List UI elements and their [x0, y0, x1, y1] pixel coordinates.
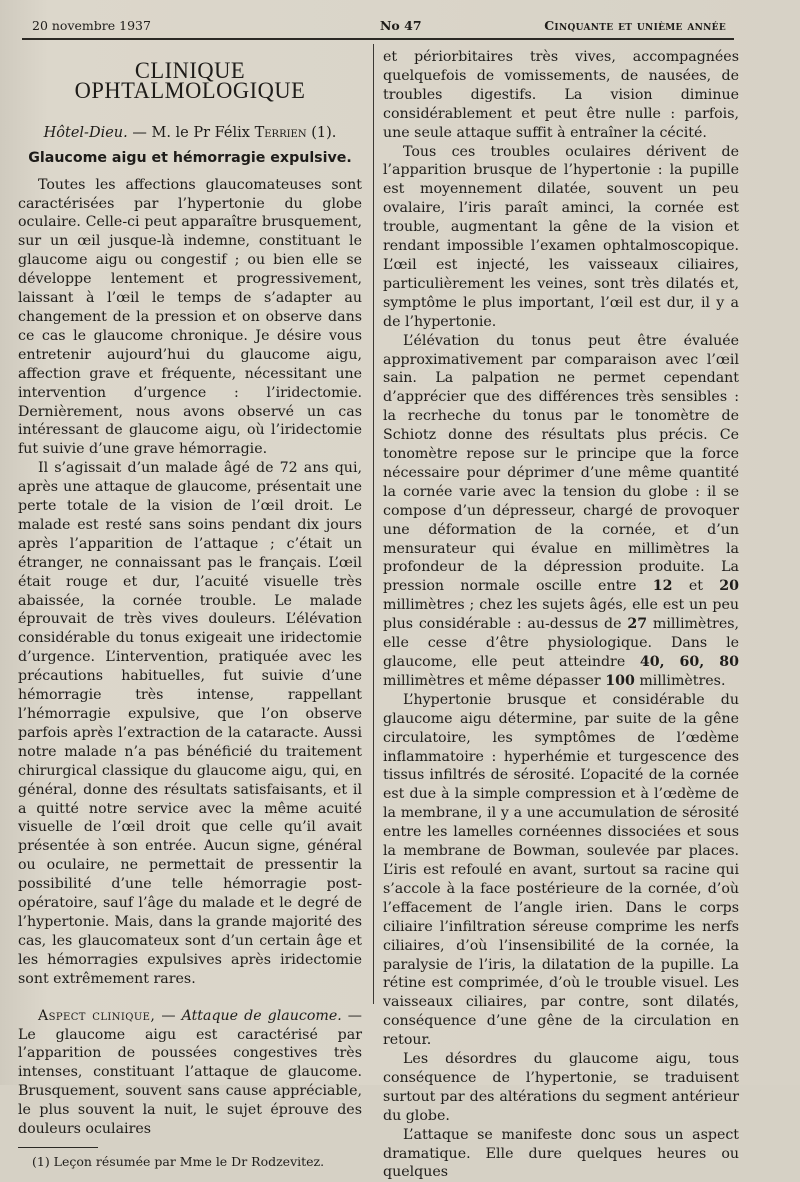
section-text: — Le glaucome aigu est caractérisé par l’apparition de poussées congestives très intenses, constituant l’attaque de glaucome. Brusquement, souvent sans cause appréciable, le plus souvent la nuit, le sujet éprouve des douleurs oculaires	[18, 1007, 362, 1138]
paragraph: L’attaque se manifeste donc sous un aspect dramatique. Elle dure quelques heures ou quelques	[383, 1126, 739, 1181]
page-header	[32, 18, 726, 36]
text-run: et	[672, 578, 720, 595]
author-name: Terrien	[254, 124, 307, 141]
text-run: L’élévation du tonus peut être évaluée approximativement par comparaison avec l’œil sain. La palpation ne permet cependant d’apprécier que des différences très sensibles : la recrheche du tonus par le tonomètre de Schiotz donne des résultats plus précis. Ce tonomètre repose sur le principe que la force nécessaire pour déprimer d’une même quantité la cornée varie avec la tension du globe : il se compose d’un dépresseur, chargé de provoquer une déformation de la cornée, et d’un mensurateur qui évalue en millimètres la profondeur de la dépression produite. La pression normale oscille entre	[383, 332, 739, 595]
paragraph: Tous ces troubles oculaires dérivent de l’apparition brusque de l’hypertonie : la pupille est moyennement dilatée, souvent un peu ovalaire, l’iris paraît aminci, la cornée est trouble, augmentant la gêne de la vision et rendant impossible l’examen ophtalmoscopique. L’œil est injecté, les vaisseaux ciliaires, particulièrement les veines, sont très dilatés et, symptôme le plus important, l’œil est dur, il y a de l’hypertonie.	[383, 143, 739, 330]
text-run: millimètres, elle cesse d’être physiologique. Dans le glaucome, elle peut atteindre	[383, 616, 739, 670]
number: 100	[605, 672, 635, 689]
article-title: CLINIQUE OPHTALMOLOGIQUE	[74, 56, 306, 103]
paragraph: L’hypertonie brusque et considérable du glaucome aigu détermine, par suite de la gêne circulatoire, les symptômes de l’œdème inflammatoire : hyperhémie et turgescence des tissus infiltrés de sérosité. L’opacité de la cornée est due à la simple compression et à l’œdème de la membrane, il y a une accumulation de sérosité entre les lamelles cornéennes dissociées et sous la membrane de Bowman, soulevée par places. L’iris est refoulé en avant, surtout sa racine qui s’accole à la face postérieure de la cornée, d’où l’effacement de l’angle irien. Dans le corps ciliaire l’infiltration séreuse comprime les nerfs ciliaires, d’où l’insensibilité de la cornée, la paralysie de l’iris, la dilatation de la pupille. La rétine est comprimée, d’où le trouble visuel. Les vaisseaux ciliaires, par contre, sont dilatés, conséquence d’une gêne de la circulation en retour.	[383, 691, 739, 1049]
column-divider	[373, 44, 374, 1004]
author-prefix: — M. le Pr Félix	[127, 124, 255, 141]
paragraph: Toutes les affections glaucomateuses sont caractérisées par l’hypertonie du globe oculaire. Celle-ci peut apparaître brusquement, sur un œil jusque-là indemne, constituant le glaucome aigu ou congestif ; ou bien elle se développe lentement et progressivement, laissant à l’œil le temps de s’adapter au changement de la pression et on observe dans ce cas le glaucome chronique. Je désire vous entretenir aujourd’hui du glaucome aigu, affection grave et fréquente, nécessitant une intervention d’urgence : l’iridectomie. Dernièrement, nous avons observé un cas intéressant de glaucome aigu, où l’iridectomie fut suivie d’une grave hémorragie.	[18, 176, 362, 458]
number: 27	[627, 616, 648, 633]
number: 20	[719, 578, 739, 595]
header-rule	[22, 38, 734, 40]
issue-number: No 47	[380, 18, 422, 33]
paragraph: Les désordres du glaucome aigu, tous conséquence de l’hypertonie, se traduisent surtout par des altérations du segment antérieur du globe.	[383, 1051, 739, 1124]
section-dash: —	[155, 1007, 182, 1024]
section-title: Attaque de glaucome.	[181, 1007, 342, 1024]
paragraph: et périorbitaires très vives, accompagnées quelquefois de vomissements, de nausées, de troubles digestifs. La vision diminue considérablement et peut être nulle : parfois, une seule attaque suffit à entraîner la cécité.	[383, 49, 739, 141]
text-run: millimètres et même dépasser	[383, 672, 606, 689]
right-column	[383, 48, 739, 1182]
number: 12	[652, 578, 673, 595]
byline	[18, 124, 362, 143]
institution: Hôtel-Dieu.	[43, 124, 128, 141]
article-subtitle: Glaucome aigu et hémorragie expulsive.	[28, 149, 352, 166]
text-run: millimètres ; chez les sujets âgés, elle est un peu plus considérable : au-dessus de	[383, 597, 739, 633]
issue-date: 20 novembre 1937	[32, 18, 151, 33]
author-footnote-ref: (1).	[306, 124, 337, 141]
paragraph	[383, 332, 739, 691]
left-column	[18, 56, 362, 1170]
section-label: Aspect clinique,	[38, 1007, 156, 1024]
number: 40, 60, 80	[639, 654, 739, 670]
footnote-rule	[18, 1147, 98, 1148]
section-paragraph	[18, 1007, 362, 1139]
volume-year: Cinquante et unième année	[544, 18, 726, 33]
text-run: millimètres.	[634, 672, 726, 689]
paragraph: Il s’agissait d’un malade âgé de 72 ans qui, après une attaque de glaucome, présentait une perte totale de la vision de l’œil droit. Le malade est resté sans soins pendant dix jours après l’apparition de l’attaque ; c’était un étranger, ne connaissant pas le français. L’œil était rouge et dur, l’acuité visuelle très abaissée, la cornée trouble. Le malade éprouvait de très vives douleurs. L’élévation considérable du tonus exigeait une iridectomie d’urgence. L’intervention, pratiquée avec les précautions habituelles, fut suivie d’une hémorragie très intense, rappellant l’hémorragie expulsive, que l’on observe parfois après l’extraction de la cataracte. Aussi notre malade n’a pas bénéficié du traitement chirurgical classique du glaucome aigu, qui, en général, donne des résultats satisfaisants, et il a quitté notre service avec la même acuité visuelle de l’œil droit que celle qu’il avait présentée à son entrée. Aucun signe, général ou oculaire, ne permettait de pressentir la possibilité d’une telle hémorragie post-opératoire, sauf l’âge du malade et le degré de l’hypertonie. Mais, dans la grande majorité des cas, les glaucomateux sont d’un certain âge et les hémorragies expulsives après iridectomie sont extrêmement rares.	[18, 460, 362, 987]
footnote: (1) Leçon résumée par Mme le Dr Rodzevitez.	[32, 1153, 325, 1169]
